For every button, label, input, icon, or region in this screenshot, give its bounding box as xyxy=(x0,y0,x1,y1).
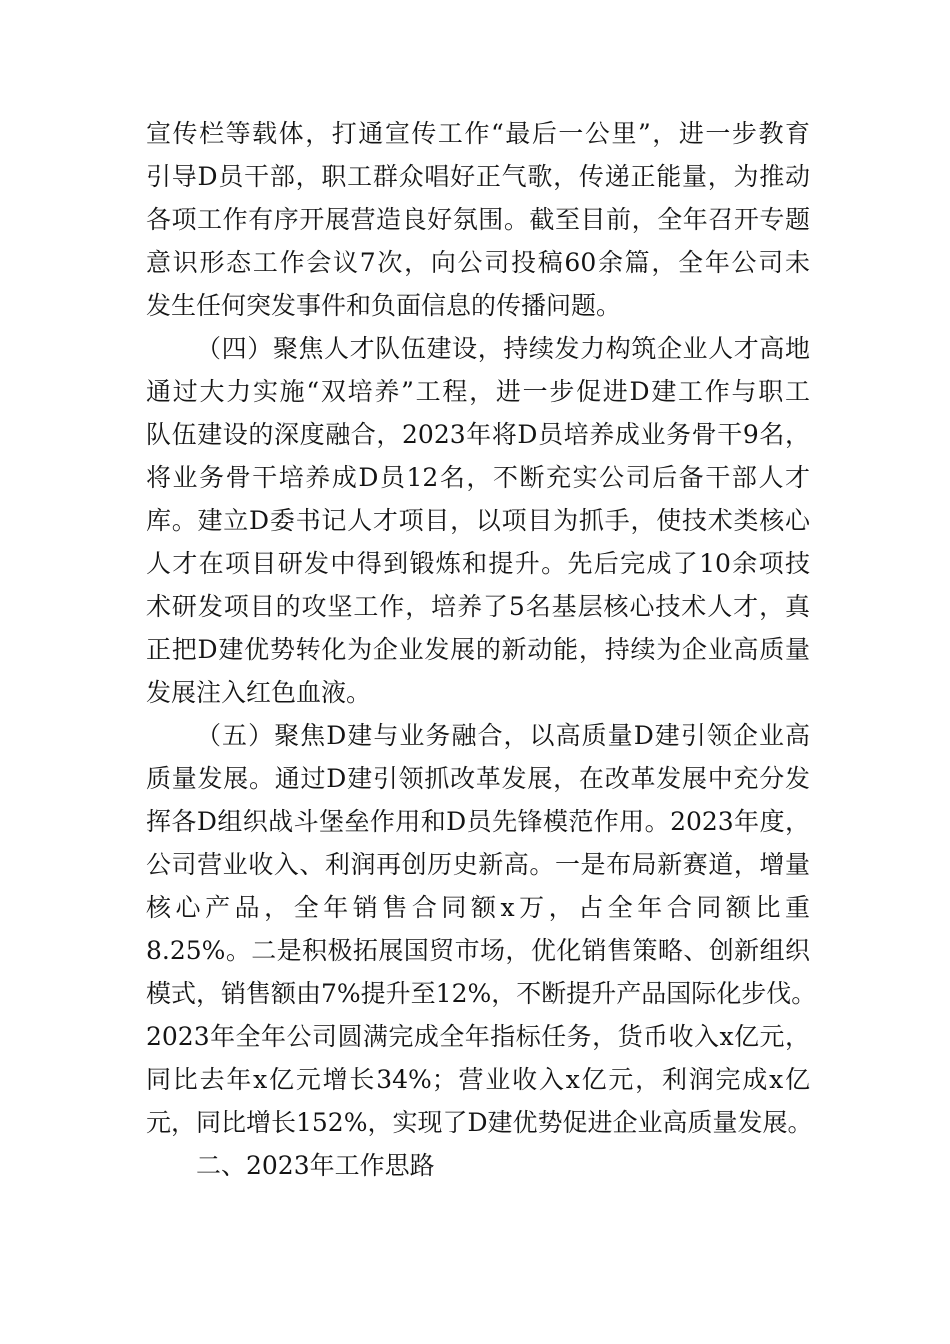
section-heading-four: （四）聚焦人才队伍建设，持续发力构筑企业人才高地 xyxy=(196,334,810,363)
text-line: 2023年全年公司圆满完成全年指标任务，货币收入x亿元， xyxy=(146,1022,810,1051)
section-heading-five: （五）聚焦D建与业务融合，以高质量D建引领企业高 xyxy=(196,721,810,750)
text-line: 挥各D组织战斗堡垒作用和D员先锋模范作用。2023年度， xyxy=(146,807,810,836)
text-line: 发生任何突发事件和负面信息的传播问题。 xyxy=(146,291,622,320)
text-line: 同比去年x亿元增长34%；营业收入x亿元，利润完成x亿 xyxy=(146,1065,810,1094)
text-line: 队伍建设的深度融合，2023年将D员培养成业务骨干9名， xyxy=(146,420,810,449)
text-line: 库。建立D委书记人才项目，以项目为抓手，使技术类核心 xyxy=(146,506,810,535)
text-line: 意识形态工作会议7次，向公司投稿60余篇，全年公司未 xyxy=(146,248,810,277)
text-line: 模式，销售额由7%提升至12%，不断提升产品国际化步伐。 xyxy=(146,979,817,1008)
text-line: 公司营业收入、利润再创历史新高。一是布局新赛道，增量 xyxy=(146,850,810,879)
text-line: 术研发项目的攻坚工作，培养了5名基层核心技术人才，真 xyxy=(146,592,810,621)
chapter-heading: 二、2023年工作思路 xyxy=(196,1151,435,1180)
text-line: 元，同比增长152%，实现了D建优势促进企业高质量发展。 xyxy=(146,1108,813,1137)
text-line: 将业务骨干培养成D员12名，不断充实公司后备干部人才 xyxy=(146,463,810,492)
text-line: 各项工作有序开展营造良好氛围。截至目前，全年召开专题 xyxy=(146,205,810,234)
text-line: 通过大力实施“双培养”工程，进一步促进D建工作与职工 xyxy=(146,377,810,406)
text-line: 核心产品，全年销售合同额x万，占全年合同额比重 xyxy=(146,893,810,922)
text-line: 质量发展。通过D建引领抓改革发展，在改革发展中充分发 xyxy=(146,764,810,793)
text-line: 引导D员干部，职工群众唱好正气歌，传递正能量，为推动 xyxy=(146,162,810,191)
document-body xyxy=(146,112,817,1187)
text-line: 正把D建优势转化为企业发展的新动能，持续为企业高质量 xyxy=(146,635,810,664)
text-line: 宣传栏等载体，打通宣传工作“最后一公里”，进一步教育 xyxy=(146,119,810,148)
text-line: 人才在项目研发中得到锻炼和提升。先后完成了10余项技 xyxy=(146,549,810,578)
text-line: 8.25%。二是积极拓展国贸市场，优化销售策略、创新组织 xyxy=(146,936,810,965)
text-line: 发展注入红色血液。 xyxy=(146,678,372,707)
